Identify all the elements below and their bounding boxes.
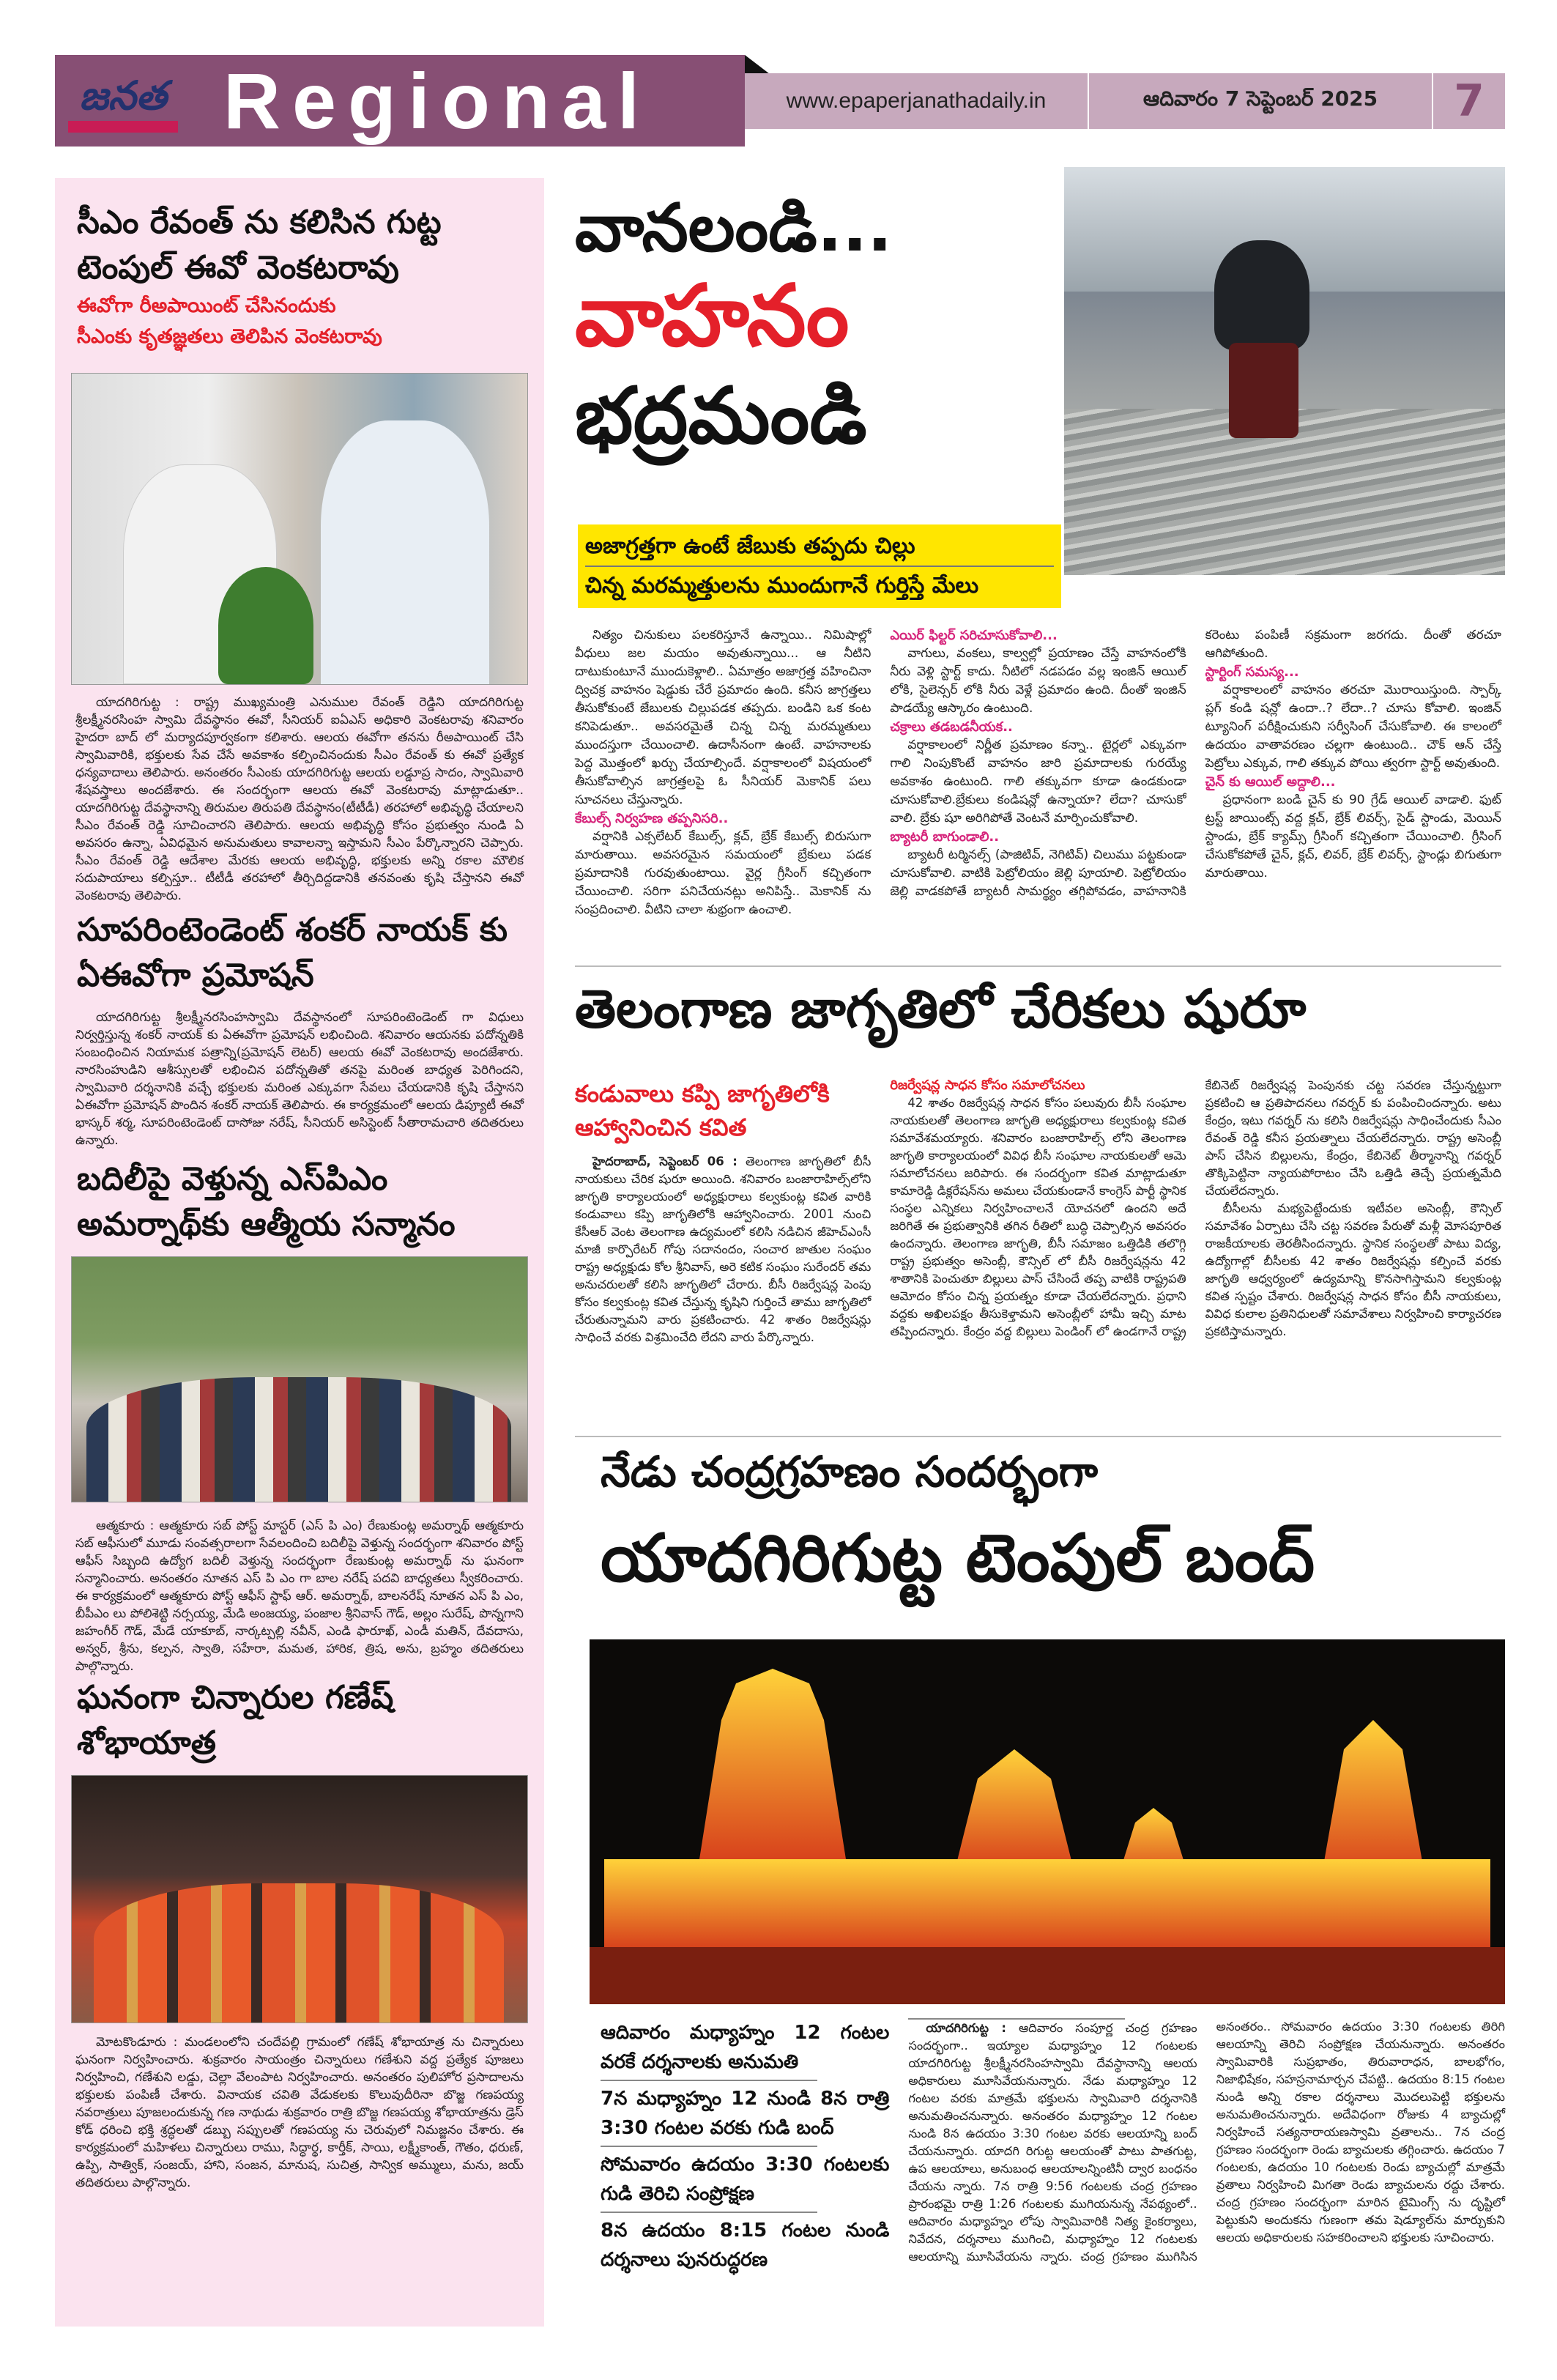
paragraph: వర్షాకాలంలో వాహనం తరచూ మొరాయిస్తుంది. స్పార్క్ ప్లగ్ కండి షన్లో ఉందా..? లేదా..? చూసు కోవాలి. ఇంజిన్ ట్యూనింగ్ పరీక్షించుకుని సర్వీసింగ్ చేసుకోవాలి. ఈ కాలంలో ఉదయం వాతావరణం చల్లగా ఉంటుంది.. చౌక్ ఆన్ చేస్తే పెట్రోలు ఎక్కువ, గాలి తక్కువ పోయి త్వరగా స్టార్ట్ అవుతుంది.: [1205, 683, 1501, 771]
highlight-divider: [601, 2080, 817, 2081]
paragraph-text: తెలంగాణ జాగృతిలో బీసీ నాయకులు చేరిక షురూ అయింది. శనివారం బంజారాహిల్స్‌లోని జాగృతి కార్యాలయంలో అధ్యక్షురాలు కల్వకుంట్ల కవిత వారికి కండువాలు కప్పి జాగృతిలోకి ఆహ్వానించారు. 2001 నుంచి కేసీఆర్ వెంట తెలంగాణ ఉద్యమంలో కలిసి నడిచిన జీహెచ్ఎంసీ మాజీ కార్పొరేటర్ గోపు సదానందం, సంచార జాతుల సంఘం రాష్ట్ర అధ్యక్షుడు కోల శ్రీనివాస్, అరె కటిక సంఘం సురేందర్ తమ అనుచరులతో కలిసి జాగృతిలో చేరారు. బీసీ రిజర్వేషన్ల పెంపు కోసం కల్వకుంట్ల కవిత చేస్తున్న కృషిని గుర్తించే తాము జాగృతిలో చేరుతున్నామని వారు ప్రకటించారు. 42 శాతం రిజర్వేషన్లు సాధించే వరకు విశ్రమించేది లేదని వారు పేర్కొన్నారు.: [575, 1154, 872, 1344]
highlight-line: 7న మధ్యాహ్నం 12 నుండి 8న రాత్రి 3:30 గంటల వరకు గుడి బంద్: [601, 2088, 890, 2139]
story-amarnath: [55, 1157, 544, 1675]
headline: సూపరింటెండెంట్ శంకర్ నాయక్ కు: [77, 911, 508, 949]
deck-line: అజాగ్రత్తగా ఉంటే జేబుకు తప్పదు చిల్లు: [585, 533, 915, 559]
photo-cm-meeting: [71, 373, 528, 685]
temple-headline: యాదగిరిగుట్ట టెంపుల్ బంద్: [601, 1520, 1315, 1597]
story-eo-venkatarao: [55, 178, 544, 905]
logo-tagline-bar: [68, 121, 178, 133]
section-subhead: చక్రాలు తడబడనీయక..: [890, 719, 1013, 735]
dateline: యాదగిరిగుట్ట :: [926, 2021, 1007, 2035]
section-subhead: ఎయిర్ ఫిల్టర్ సరిచూసుకోవాలి...: [890, 628, 1058, 643]
photo-ganesh-procession: [71, 1775, 528, 2023]
article-body: యాదగిరిగుట్ట : రాష్ట్ర ముఖ్యమంత్రి ఎనుముల రేవంత్ రెడ్డిని యాదగిరిగుట్ట శ్రీలక్ష్మీనరసింహ స్వామి దేవస్థానం ఈవో, సీనియర్ ఐఏఎస్ అధికారి వెంకటరావు శనివారం హైదరా బాద్ లో మర్యాదపూర్వకంగా కలిశారు. ఆలయ ఈవోగా తనను రీఅపాయింట్ చేసి స్వామివారికి, భక్తులకు సేవ చేసే అవకాశం కల్పించినందుకు సీఎం రేవంత్ కు ఈవో ప్రత్యేక ధన్యవాదాలు తెలిపారు. అనంతరం సీఎంకు యాదగిరిగుట్ట ఆలయ లడ్డూప్ర సాదం, స్వామివారి శేషవస్త్రాలు అందజేశారు. ఈ సందర్భంగా ఆలయ ఈవో వెంకటరావు మాట్లాడుతూ.. యాదగిరిగుట్ట దేవస్థానాన్ని తిరుమల తిరుపతి దేవస్థానం(టీటీడీ) తరహాలో అభివృద్ధి చేయాలని సీఎం రేవంత్ రెడ్డి సూచించారని తెలిపారు. ఆలయ అభివృద్ధి కోసం ప్రభుత్వం నుండి ఏ అవసరం ఉన్నా, ఏవిధమైన అనుమతులు కావాలన్నా ఇస్తామని సీఎం పేర్కొన్నారని చెప్పారు. సీఎం రేవంత్ రెడ్డి ఆదేశాల మేరకు ఆలయ అభివృద్ధి, భక్తులకు అన్ని రకాల మౌలిక సదుపాయాలు కల్పిస్తూ.. టీటీడీ తరహాలో తీర్చిదిద్దడానికి తనవంతు కృషి చేస్తానని ఈవో వెంకటరావు తెలిపారు.: [75, 695, 524, 903]
rain-headline-3: భద్రమండి: [575, 371, 867, 461]
group-of-people: [86, 1377, 511, 1502]
plant: [218, 567, 313, 684]
website-url[interactable]: www.epaperjanathadaily.in: [745, 73, 1089, 129]
highlight-line: 8న ఉదయం 8:15 గంటల నుండి దర్శనాలు పునరుద్ధరణ: [601, 2220, 890, 2271]
section-subhead: స్టార్టింగ్ సమస్య...: [1205, 664, 1299, 680]
red-subheadline-line: ఆహ్వానించిన కవిత: [575, 1113, 747, 1141]
article-body: ఆత్మకూరు : ఆత్మకూరు సబ్ పోస్ట్ మాస్టర్ (ఎస్ పి ఎం) రేణుకుంట్ల అమర్నాథ్ ఆత్మకూరు సబ్ ఆఫీసులో మూడు సంవత్సరాలగా సేవలందించి బదిలీపై వెళ్తున్న సందర్భంగా శనివారం పోస్ట్ ఆఫీస్ సిబ్బంది ఉద్యోగ బదిలీ వెళ్తున్న సందర్భంగా రేణుకుంట్ల అమర్నాథ్ ను ఘనంగా సన్మానించారు. అనంతరం నూతన ఎస్ పి ఎం గా బాల నరేష్ పదవి బాధ్యతలు స్వీకరించారు. ఈ కార్యక్రమంలో ఆత్మకూరు పోస్ట్ ఆఫీస్ స్టాఫ్ ఆర్. అమర్నాథ్, బాలనరేష్ నూతన ఎస్ పి ఎం, బీపీఎం లు పోలిశెట్టి నర్సయ్య, మేడి అంజయ్య, పంజాల శ్రీనివాస్ గౌడ్, అల్లం సురేష్, పొన్నగాని జహంగీర్ గౌడ్, మేడే యాకూబ్, నార్కట్పల్లి నవీన్, ఎండి ఫారూఖ్, ఎండీ మతిన్, దేవదాసు, అన్వర్, శ్రీను, కల్పన, స్వాతి, సహేరా, మమత, హారిక, త్రిష, అను, బ్రహ్మం తదితరులు పాల్గొన్నారు.: [75, 1519, 524, 1674]
paragraph: వర్షాకాలంలో నిర్ణీత ప్రమాణం కన్నా.. టైర్లలో ఎక్కువగా గాలి నింపుకొంటే వాహనం జారి ప్రమాదాలకు గురయ్యే అవకాశం ఉంటుంది. గాలి తక్కువగా కూడా ఉండకుండా చూసుకోవాలి.బ్రేకులు కండిషన్లో ఉన్నాయా? లేదా? చూసుకో వాలి. బ్రేకు షూ అరిగిపోతే వెంటనే మార్పించుకోవాలి.: [890, 738, 1186, 826]
headline: ఏఈవోగా ప్రమోషన్: [77, 957, 314, 994]
subheadline: ఈవోగా రీఅపాయింట్ చేసినందుకు: [77, 294, 336, 317]
highlight-line: ఆదివారం మధ్యాహ్నం 12 గంటల వరకే దర్శనాలకు అనుమతి: [601, 2022, 890, 2073]
section-subhead: చైన్ కు ఆయిల్ అద్దాలి...: [1205, 774, 1336, 790]
masthead-corner: [745, 55, 770, 74]
article-body: యాదగిరిగుట్ట శ్రీలక్ష్మీనరసింహస్వామి దేవస్థానంలో సూపరింటెండెంట్ గా విధులు నిర్వర్తిస్తున్న శంకర్ నాయక్ కు ఏఈవోగా ప్రమోషన్ లభించింది. శనివారం ఆయనకు పదోన్నతికి సంబంధించిన నియామక పత్రాన్ని(ప్రమోషన్ లెటర్) ఆలయ ఈవో వెంకటరావు అందజేశారు. నారసింహుడిని ఆశీస్సులతో లభించిన పదోన్నతితో తనపై మరింత బాధ్యత పెరిగిందని, స్వామివారి దర్శనానికి వచ్చే భక్తులకు మరింత ఎక్కువగా సేవలు చేయడానికి కృషి చేస్తానని ఏఈవోగా ప్రమోషన్ పొందిన శంకర్ నాయక్ తెలిపారు. ఈ కార్యక్రమంలో ఆలయ డిప్యూటీ ఈవో భాస్కర్ శర్మ, సూపరింటెండెంట్ దాసోజు నరేష్, సీనియర్ అసిస్టెంట్ సీతారామచారి తదితరులు ఉన్నారు.: [75, 1010, 524, 1148]
paragraph-text: ఆదివారం సంపూర్ణ చంద్ర గ్రహణం సందర్భంగా.. ఇయ్యాల మధ్యాహ్నం 12 గంటలకు యాదగిరిగుట్ట శ్రీలక్ష్మీనరసింహస్వామి దేవస్థానాన్ని ఆలయ అధికారులు మూసివేయనున్నారు. నేడు మధ్యాహ్నం 12 గంటల వరకు మాత్రమే భక్తులను స్వామివారి దర్శనానికి అనుమతించనున్నారు. అనంతరం మధ్యాహ్నం 12 గంటల నుండి 8న ఉదయం 3:30 గంటల వరకు ఆలయాన్ని బంద్ చేయనున్నారు. యాదగి రిగుట్ట ఆలయంతో పాటు పాతగుట్ట, ఉప ఆలయాలు, అనుబంధ ఆలయాలన్నింటినీ ద్వార బంధనం చేయను న్నారు. 7న రాత్రి 9:56 గంటలకు చంద్ర గ్రహణం ప్రారంభమై రాత్రి 1:26 గంటలకు ముగియనున్న నేపథ్యంలో.. ఆదివారం మధ్యాహ్నం లోపు స్వామివారికి నిత్య కైంకర్యాలు, నివేదన, దర్శనాలు ముగించి, మధ్యాహ్నం 12 గంటలకు ఆలయాన్ని మూసివేయను న్నారు. చంద్ర గ్రహణం ముగిసిన అనంతరం.. సోమవారం ఉదయం 3:30 గంటలకు తిరిగి ఆలయాన్ని తెరిచి సంప్రోక్షణ చేయనున్నారు. అనంతరం స్వామివారికి సుప్రభాతం, తిరువారాధన, బాలభోగం, నిజాభిషేకం, సహస్రనామార్చన చేపట్టి.. ఉదయం 8:15 గంటల నుండి అన్ని రకాల దర్శనాలు మొదలుపెట్టి భక్తులను అనుమతించనున్నారు. అదేవిధంగా రోజుకు 4 బ్యాచుల్లో నిర్వహించే సత్యనారాయణస్వామి వ్రతాలను.. 7న చంద్ర గ్రహణం సందర్భంగా రెండు బ్యాచులకు తగ్గించారు. ఉదయం 7 గంటలకు, ఉదయం 10 గంటలకు రెండు బ్యాచుల్లో మాత్రమే వ్రతాలు నిర్వహించి మిగతా రెండు బ్యాచులను రద్దు చేశారు. చంద్ర గ్రహణం సందర్భంగా మారిన టైమింగ్స్ ను దృష్టిలో పెట్టుకుని అందుకను గుణంగా తమ షెడ్యూల్‌ను మార్చుకుని ఆలయ అధికారులకు సహకరించాలని భక్తులకు సూచించారు.: [908, 2020, 1505, 2264]
article-body: మోటకొండూరు : మండలంలోని చందేపల్లి గ్రామంలో గణేష్ శోభాయాత్ర ను చిన్నారులు ఘనంగా నిర్వహించారు. శుక్రవారం సాయంత్రం చిన్నారులు గణేశుని వద్ద ప్రత్యేక పూజలు నిర్వహించి, గణేశుని లడ్డు, చెల్లా వేలంపాట నిర్వహించారు. అనంతరం పులిహోర ప్రసాదాలను భక్తులకు పంపిణీ చేశారు. వినాయక చవితి వేడుకలకు కొలువుదీరినా బొజ్జ గణపయ్య నవరాత్రులు పూజలందుకున్న గణ నాథుడు శుక్రవారం రాత్రి బొజ్జ గణపయ్య శోభాయాత్రను డ్రెస్ కోడ్ ధరించి భక్తి శ్రద్ధలతో డబ్బు సప్పులతో గణపయ్య ను చెరువులో నిమజ్జనం చేశారు. ఈ కార్యక్రమంలో మహిళలు చిన్నారులు రాము, సిద్ధార్థ, కార్తీక్, సాయి, లక్ష్మీకాంత్, గౌతం, ధరుణ్, ఉప్పి, సాత్విక్, సంజయ్, హాని, సంజన, మానుష, సుచిత్ర, సాన్విక అమ్ములు, మను, జయ్ తదితరులు పాల్గొన్నారు.: [75, 2035, 524, 2190]
paragraph: 42 శాతం రిజర్వేషన్ల సాధన కోసం పలువురు బీసీ సంఘాల నాయకులతో తెలంగాణ జాగృతి అధ్యక్షురాలు కల్వకుంట్ల కవిత సమావేశమయ్యారు. శనివారం బంజారాహిల్స్ లోని తెలంగాణ జాగృతి కార్యాలయంలో వివిధ బీసీ సంఘాల నాయకులతో ఆమె సమాలోచనలు జరిపారు. ఈ సందర్భంగా కవిత మాట్లాడుతూ కామారెడ్డి డిక్లరేషన్‌ను అమలు చేయకుండానే కాంగ్రెస్ పార్టీ స్థానిక సంస్థల ఎన్నికలు నిర్వహించాలనే యోచనలో ఉందని అదే జరిగితే ఈ ప్రభుత్వానికి తగిన రీతిలో బుద్ధి చెప్పాల్సిన అవసరం ఉందన్నారు. తెలంగాణ జాగృతి, బీసీ సమాజం ఒత్తిడికి తలొగ్గి రాష్ట్ర ప్రభుత్వం అసెంబ్లీ, కౌన్సిల్ లో బీసీ రిజర్వేషన్లను 42 శాతానికి పెంచుతూ బిల్లులు పాస్ చేసిందే తప్ప వాటికి రాష్ట్రపతి ఆమోదం కోసం చిన్న ప్రయత్నం కూడా చేయలేదన్నారు. ప్రధాని వద్దకు అఖిలపక్షం తీసుకెళ్తామని అసెంబ్లీలో హామీ ఇచ్చి మాట తప్పిందన్నారు. కేంద్రం వద్ద బిల్లులు పెండింగ్ లో ఉండగానే రాష్ట్ర కేబినెట్ రిజర్వేషన్ల పెంపునకు చట్ట సవరణ చేస్తున్నట్టుగా ప్రకటించి ఆ ప్రతిపాదనలు గవర్నర్ కు పంపించిందన్నారు. అటు కేంద్రం, ఇటు గవర్నర్ ను కలిసి రిజర్వేషన్లు సాధించేందుకు సీఎం రేవంత్ రెడ్డి కనీస ప్రయత్నాలు చేయలేదన్నారు. రాష్ట్ర అసెంబ్లీ పాస్ చేసిన బిల్లులను, కేంద్రం, కేబినెట్ తీర్మానాన్ని గవర్నర్ తొక్కిపెట్టినా న్యాయపోరాటం చేసి ఒత్తిడి తెచ్చే ప్రయత్నమేది చేయలేదన్నారు.: [890, 1078, 1501, 1338]
highlight-line: సోమవారం ఉదయం 3:30 గంటలకు గుడి తెరిచి సంప్రోక్షణ: [601, 2154, 890, 2205]
headline: టెంపుల్ ఈవో వెంకటరావు: [77, 249, 399, 286]
edition-date: ఆదివారం 7 సెప్టెంబర్ 2025: [1089, 73, 1433, 129]
gopuram-center: [956, 1749, 1073, 1866]
story-ganesh: [55, 1675, 544, 2192]
section-title: Regional: [223, 56, 652, 145]
person-figure: [321, 420, 489, 684]
section-divider: [575, 965, 1501, 967]
highlight-divider: [601, 2146, 817, 2147]
motorcycle: [1229, 343, 1298, 438]
headline: బదిలీపై వెళ్తున్న ఎస్‌పిఎం: [77, 1160, 388, 1198]
rain-deck: [578, 524, 1061, 608]
section-subhead: బ్యాటరీ బాగుండాలి..: [890, 829, 1000, 845]
jagruthi-headline: తెలంగాణ జాగృతిలో చేరికలు షురూ: [575, 978, 1307, 1039]
temple-complex-base: [604, 1859, 1490, 1947]
headline: ఘనంగా చిన్నారుల గణేష్ శోభాయాత్ర: [77, 1679, 394, 1762]
rain-article-body: [575, 626, 1501, 919]
deck-divider: [585, 566, 1054, 567]
photo-illuminated-temple: [590, 1639, 1505, 2004]
section-subhead: కేబుల్స్ నిర్వహణ తప్పనిసరి..: [575, 811, 729, 826]
paragraph: ప్రధానంగా బండి చైన్ కు 90 గ్రేడ్ ఆయిల్ వాడాలి. ఫుట్ ట్రస్ట్ జాయింట్స్ వద్ద క్లచ్, బ్రేక్ లివర్స్, సైడ్ స్టాండు, మెయిన్ స్టాండు, బ్రేక్ క్యామ్స్ గ్రీసింగ్ కచ్చితంగా చేయించాలి. గ్రీసింగ్ చేసుకోకపోతే చైన్, క్లచ్, లివర్, బ్రేక్ లివర్స్, స్టాండ్లు బిగుతుగా మారుతాయి.: [1205, 793, 1501, 881]
paragraph: వాగులు, వంకలు, కాల్వల్లో ప్రయాణం చేస్తే వాహనంలోకి నీరు వెళ్లి స్టార్ట్ కాదు. నీటిలో నడపడం వల్ల ఇంజిన్ ఆయిల్ లోకి, సైలెన్సర్ లోకి నీరు వెళ్లే ప్రమాదం ఉంది. దీంతో ఇంజిన్ పాడయ్యే ఆస్కారం ఉంటుంది.: [890, 646, 1186, 716]
temple-kicker: నేడు చంద్రగ్రహణం సందర్భంగా: [601, 1447, 1099, 1497]
jagruthi-article-body: [575, 1077, 1501, 1346]
temple-steps: [590, 1947, 1505, 2004]
photo-felicitation: [71, 1256, 528, 1502]
rider: [1214, 240, 1309, 350]
gopuram-right: [1322, 1720, 1424, 1874]
rain-headline-1: వానలండి...: [575, 190, 893, 267]
header-strip: [745, 73, 1505, 129]
temple-article-body: [601, 2018, 1505, 2275]
rain-headline-2: వాహనం: [575, 267, 850, 366]
headline: సీఎం రేవంత్ ను కలిసిన గుట్ట: [77, 204, 442, 241]
highlight-divider: [601, 2212, 817, 2213]
page-number: 7: [1454, 75, 1484, 127]
section-subhead: రిజర్వేషన్ల సాధన కోసం సమాలోచనలు: [890, 1078, 1085, 1093]
masthead: [55, 55, 745, 147]
section-divider: [575, 1436, 1501, 1437]
paragraph: [908, 2018, 1505, 2275]
temple-illustration: [590, 1639, 1505, 2004]
red-subheadline: [575, 1077, 871, 1144]
red-subheadline-line: కండువాలు కప్పి జాగృతిలోకి: [575, 1080, 830, 1108]
paragraph: బీసీలను మభ్యపెట్టేందుకు ఇటీవల అసెంబ్లీ, కౌన్సిల్ సమావేశం ఏర్పాటు చేసి చట్ట సవరణ పేరుతో మళ్లీ మోసపూరిత రాజకీయాలకు తెరతీసిందన్నారు. స్థానిక సంస్థలతో పాటు విద్య, ఉద్యోగాల్లో బీసీలకు 42 శాతం రిజర్వేషన్లు కల్పించే వరకు జాగృతి ఆధ్వర్యంలో ఉద్యమాన్ని కొనసాగిస్తామని కల్వకుంట్ల కవిత స్పష్టం చేశారు. రిజర్వేషన్ల సాధన కోసం బీసీ నాయకులు, వివిధ కులాల ప్రతినిధులతో సమావేశాలు నిర్వహించి కార్యాచరణ ప్రకటిస్తామన్నారు.: [1205, 1201, 1501, 1338]
paragraph: [575, 1153, 871, 1346]
deck-line: చిన్న మరమ్మత్తులను ముందుగానే గుర్తిస్తే మేలు: [585, 573, 979, 598]
children-group: [94, 1883, 504, 2023]
story-shankar-nayak: [55, 908, 544, 1149]
subheadline: సీఎంకు కృతజ్ఞతలు తెలిపిన వెంకటరావు: [77, 325, 382, 348]
newspaper-logo[interactable]: [68, 74, 178, 137]
paragraph: వర్షానికి ఎక్సలేటర్ కేబుల్స్, క్లచ్, బ్రేక్ కేబుల్స్ బిరుసుగా మారుతాయి. అవసరమైన సమయంలో బ్రేకులు పడక ప్రమాదానికి గురవుతుంటాయి. వైర్ల గ్రీసింగ్ కచ్చితంగా చేయించాలి. సరిగా పనిచేయనట్లు అనిపిస్తే.. మెకానిక్ ను సంప్రదించాలి. వీటిని చాలా శుభ్రంగా ఉంచాలి.: [575, 829, 872, 917]
gopuram-left: [699, 1669, 846, 1859]
dateline: హైదరాబాద్, సెప్టెంబర్ 06 :: [592, 1154, 737, 1168]
headline: అమర్నాథ్‌కు ఆత్మీయ సన్మానం: [77, 1206, 456, 1243]
logo-text: జనత: [79, 73, 167, 119]
left-column: [55, 178, 544, 2327]
paragraph: బ్యాటరీ టర్మినల్స్ (పాజిటివ్, నెగిటివ్) చిలుము పట్టకుండా చూసుకోవాలి. వాటికి పెట్రోలియం జెల్లి పూయాలి. పెట్రోలియం జెల్లి వాడకపోతే బ్యాటరీ సామర్థ్యం తగ్గిపోవడం, వాహనానికి కరెంటు పంపిణీ సక్రమంగా జరగదు. దీంతో తరచూ ఆగిపోతుంది.: [890, 628, 1501, 899]
photo-rider-flooded-road: [1064, 167, 1505, 575]
paragraph: నిత్యం చినుకులు పలకరిస్తూనే ఉన్నాయి.. నిమిషాల్లో వీధులు జల మయం అవుతున్నాయి... ఆ నీటిని దాటుకుంటూనే ముందుకెళ్లాలి.. ఏమాత్రం అజాగ్రత్త వహించినా ద్విచక్ర వాహనం షెడ్డుకు చేరే ప్రమాదం ఉంది. కనీస జాగ్రత్తలు తీసుకోకుంటే జేబులకు చిల్లుపడక తప్పదు. బండిని ఒక కంట కనిపెడుతూ.. అవసరమైతే చిన్న చిన్న మరమ్మతులు ముందస్తుగా చేయించాలి. ఉదాసీనంగా ఉంటే. వాహనాలకు పెద్ద మొత్తంలో ఖర్చు చేయాల్సిందే. వర్షాకాలంలో విషయంలో తీసుకోవాల్సిన జాగ్రత్తలపై ఓ సీనియర్ మెకానిక్ పలు సూచనలు చేస్తున్నారు.: [575, 628, 872, 807]
